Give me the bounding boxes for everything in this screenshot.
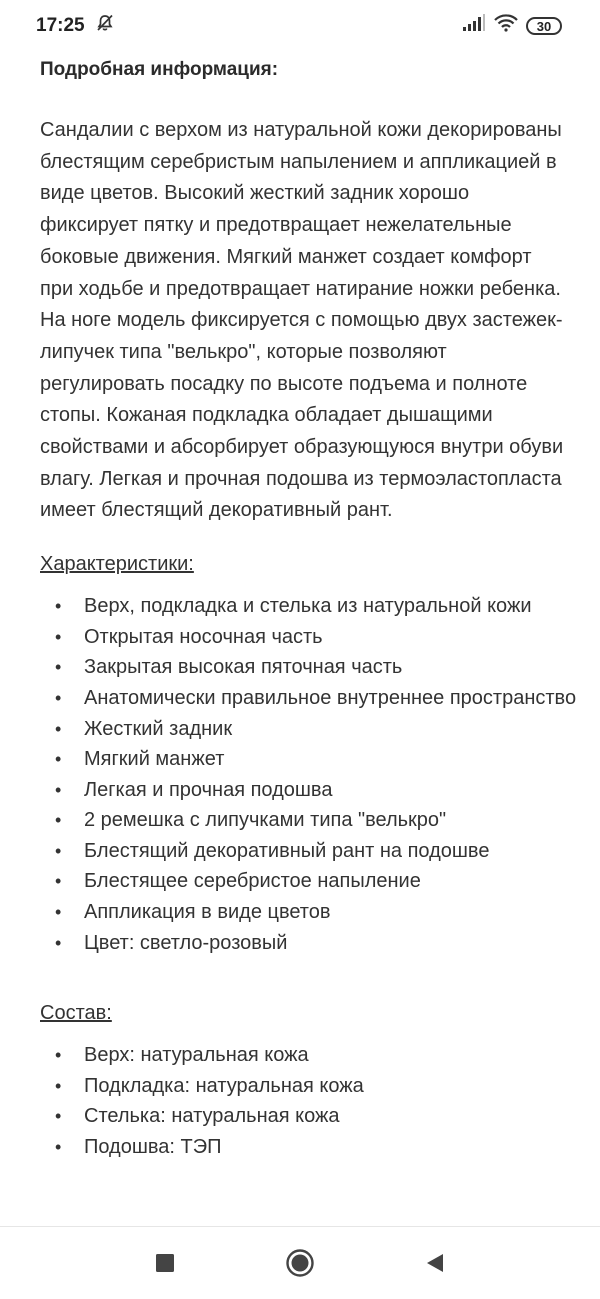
bullet-icon: • [55, 810, 62, 831]
product-description: Сандалии с верхом из натуральной кожи декорированы блестящим серебристым напылением и аппликацией в виде цветов. Высокий жесткий задник хорошо фиксирует пятку и предотвращает нежелательные боковые движения. Мягкий манжет создает комфорт при ходьбе и предотвращает натирание ножки ребенка. На ноге модель фиксируется с помощью двух застежек-липучек типа "велькро", которые позволяют регулировать посадку по высоте подъема и полноте стопы. Кожаная подкладка обладает дышащими свойствами и абсорбирует образующуюся внутри обуви влагу. Легкая и прочная подошва из термоэластопласта имеет блестящий декоративный рант. [40, 119, 564, 522]
bullet-icon: • [55, 749, 62, 770]
list-item: • Стелька: натуральная кожа [40, 1101, 580, 1132]
list-item: • Легкая и прочная подошва [40, 775, 580, 806]
status-bar [0, 0, 600, 52]
bullet-icon: • [55, 902, 62, 923]
characteristics-title: Характеристики: [40, 553, 194, 576]
list-item: • Подкладка: натуральная кожа [40, 1071, 580, 1102]
bullet-icon: • [55, 1075, 62, 1096]
status-left [36, 13, 115, 39]
bullet-icon: • [55, 626, 62, 647]
bullet-icon: • [55, 1137, 62, 1158]
navigation-bar [0, 1226, 600, 1299]
circle-home-icon [285, 1248, 315, 1278]
list-item: • 2 ремешка с липучками типа "велькро" [40, 805, 580, 836]
list-item: • Аппликация в виде цветов [40, 897, 580, 928]
list-item: • Верх: натуральная кожа [40, 1040, 580, 1071]
details-heading: Подробная информация: [40, 59, 279, 80]
status-time: 17:25 [36, 15, 85, 36]
bullet-icon: • [55, 932, 62, 953]
list-item: • Анатомически правильное внутреннее пространство [40, 683, 580, 714]
bullet-icon: • [55, 840, 62, 861]
bullet-icon: • [55, 687, 62, 708]
bullet-icon: • [55, 718, 62, 739]
list-item: • Блестящий декоративный рант на подошве [40, 836, 580, 867]
composition-list [40, 1040, 580, 1162]
status-right [462, 14, 562, 38]
bullet-icon: • [55, 1045, 62, 1066]
list-item: • Мягкий манжет [40, 744, 580, 775]
back-button[interactable] [415, 1243, 455, 1283]
triangle-back-icon [424, 1252, 446, 1274]
characteristics-list [40, 591, 580, 958]
battery-icon: 30 [526, 17, 562, 35]
bullet-icon: • [55, 871, 62, 892]
list-item: • Закрытая высокая пяточная часть [40, 652, 580, 683]
home-button[interactable] [280, 1243, 320, 1283]
bullet-icon: • [55, 596, 62, 617]
bullet-icon: • [55, 657, 62, 678]
signal-icon [462, 14, 486, 38]
composition-title: Состав: [40, 1002, 112, 1025]
product-details[interactable] [0, 52, 600, 1226]
list-item: • Верх, подкладка и стелька из натуральной кожи [40, 591, 580, 622]
list-item: • Блестящее серебристое напыление [40, 866, 580, 897]
wifi-icon [494, 14, 518, 38]
list-item: • Жесткий задник [40, 714, 580, 745]
recents-button[interactable] [145, 1243, 185, 1283]
bullet-icon: • [55, 1106, 62, 1127]
list-item: • Цвет: светло-розовый [40, 928, 580, 959]
list-item: • Подошва: ТЭП [40, 1132, 580, 1163]
list-item: • Открытая носочная часть [40, 622, 580, 653]
square-recents-icon [154, 1252, 176, 1274]
bullet-icon: • [55, 779, 62, 800]
bell-off-icon [95, 13, 115, 39]
